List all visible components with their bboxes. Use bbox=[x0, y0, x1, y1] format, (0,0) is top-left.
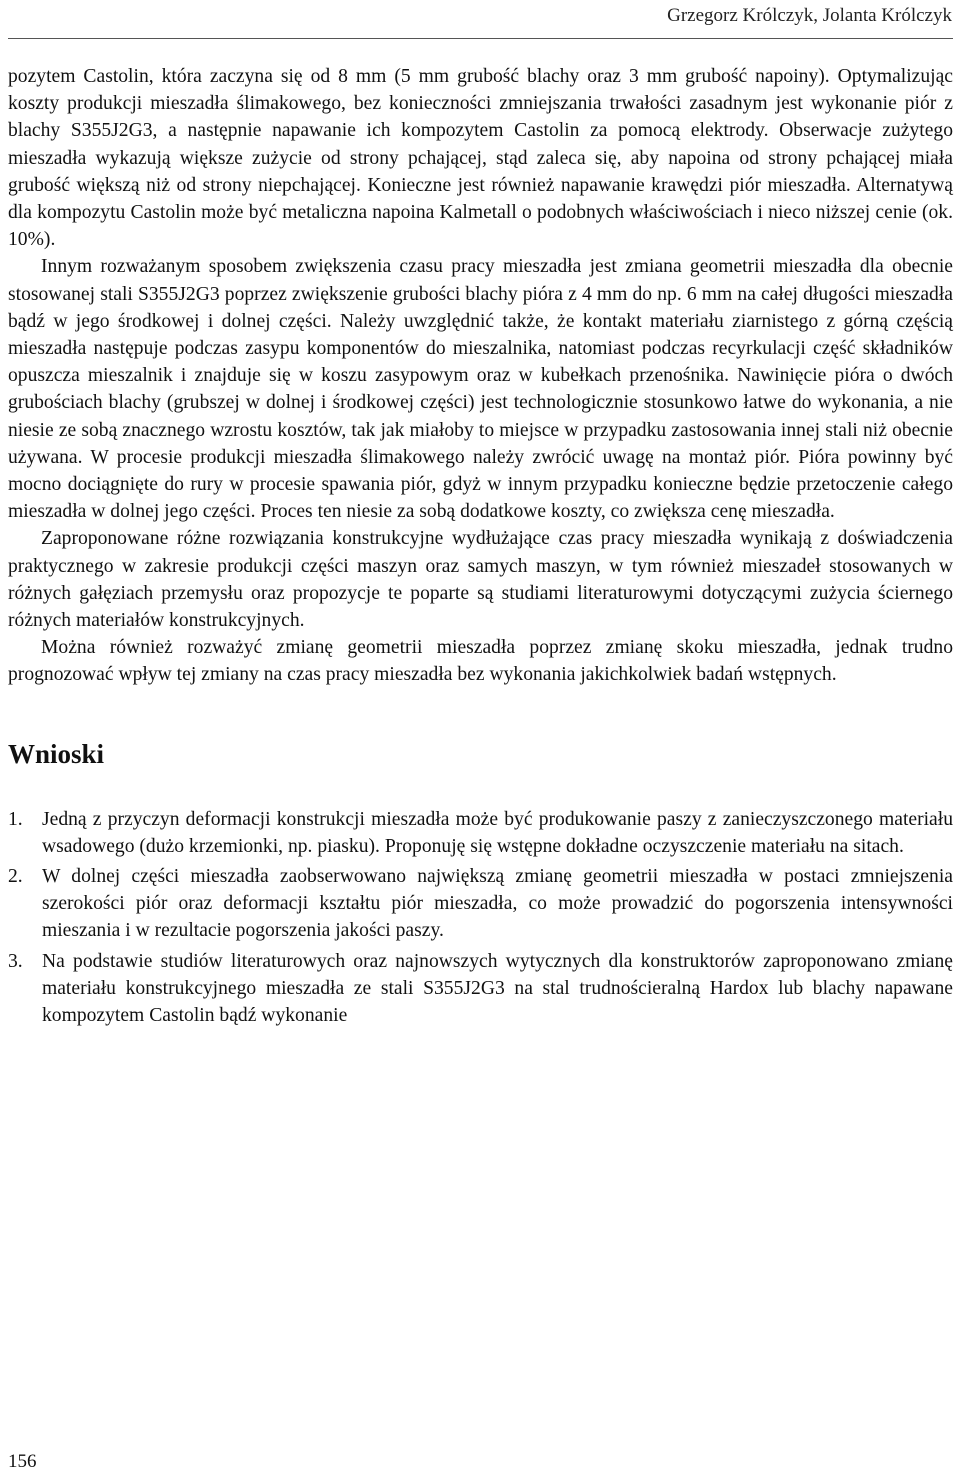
section-heading-conclusions: Wnioski bbox=[8, 738, 105, 769]
conclusions-list bbox=[8, 806, 953, 1030]
page-number: 156 bbox=[8, 1451, 37, 1472]
conclusion-text: Na podstawie studiów literaturowych oraz najnowszych wytycznych dla konstruktorów zaproponowano zmianę materiału konstrukcyjnego mieszadła ze stali S355J2G3 na stal trudnościeralną Hardox lub blachy napawane kompozytem Castolin bądź wykonanie bbox=[42, 950, 953, 1027]
page-content bbox=[8, 63, 953, 1032]
running-header-authors: Grzegorz Królczyk, Jolanta Królczyk bbox=[667, 5, 952, 26]
conclusion-item bbox=[8, 806, 953, 860]
conclusion-number: 3. bbox=[8, 950, 23, 972]
body-paragraph-2: Innym rozważanym sposobem zwiększenia czasu pracy mieszadła jest zmiana geometrii mieszadła dla obecnie stosowanej stali S355J2G3 poprzez zwiększenie grubości blachy pióra z 4 mm do np. 6 mm na całej długości mieszadła bądź w jego środkowej i dolnej części. Należy uwzględnić także, że kontakt materiału ziarnistego z górną częścią mieszadła następuje podczas zasypu komponentów do mieszalnika, natomiast podczas recyrkulacji część składników opuszcza mieszalnik i znajduje się w koszu zasypowym oraz w kubełkach przenośnika. Nawinięcie pióra o dwóch grubościach blachy (grubszej w dolnej i środkowej części) jest technologicznie stosunkowo łatwe do wykonania, a nie niesie ze sobą znacznego wzrostu kosztów, tak jak miałoby to miejsce w przypadku zastosowania innej stali niż obecnie używana. W procesie produkcji mieszadła ślimakowego należy zwrócić uwagę na montaż piór. Pióra powinny być mocno dociągnięte do rury w procesie spawania piór, gdyż w innym przypadku konieczne będzie przetoczenie całego mieszadła w dolnej jego części. Proces ten niesie za sobą dodatkowe koszty, co zwiększa cenę mieszadła. bbox=[8, 256, 953, 523]
header-divider bbox=[8, 38, 953, 39]
body-paragraph-4: Można również rozważyć zmianę geometrii mieszadła poprzez zmianę skoku mieszadła, jednak trudno prognozować wpływ tej zmiany na czas pracy mieszadła bez wykonania jakichkolwiek badań wstępnych. bbox=[8, 637, 953, 686]
conclusion-number: 2. bbox=[8, 866, 23, 888]
conclusion-item bbox=[8, 863, 953, 945]
conclusion-text: Jedną z przyczyn deformacji konstrukcji mieszadła może być produkowanie paszy z zanieczyszczonego materiału wsadowego (dużo krzemionki, np. piasku). Proponuję się wstępne dokładne oczyszczenie materiału na sitach. bbox=[42, 808, 953, 857]
body-paragraph-1: pozytem Castolin, która zaczyna się od 8 mm (5 mm grubość blachy oraz 3 mm grubość napoiny). Optymalizując koszty produkcji mieszadła ślimakowego, bez konieczności zmniejszania trwałości zasadnym jest wykonanie piór z blachy S355J2G3, a następnie napawanie ich kompozytem Castolin za pomocą elektrody. Obserwacje zużytego mieszadła wykazują większe zużycie od strony pchającej, stąd zaleca się, aby napoina od strony pchającej miała grubość większą niż od strony niepchającej. Konieczne jest również napawanie krawędzi piór mieszadła. Alternatywą dla kompozytu Castolin może być metaliczna napoina Kalmetall o podobnych właściwościach i nieco niższej cenie (ok. 10%). bbox=[8, 66, 953, 251]
body-paragraph-3: Zaproponowane różne rozwiązania konstrukcyjne wydłużające czas pracy mieszadła wynikają z doświadczenia praktycznego w zakresie produkcji części maszyn oraz samych maszyn, w tym również mieszadeł stosowanych w różnych gałęziach przemysłu oraz propozycje te poparte są studiami literaturowymi dotyczącymi zużycia ściernego różnych materiałów konstrukcyjnych. bbox=[8, 528, 953, 632]
conclusion-text: W dolnej części mieszadła zaobserwowano największą zmianę geometrii mieszadła w postaci zmniejszenia szerokości piór oraz deformacji kształtu piór mieszadła, co może prowadzić do pogorszenia intensywności mieszania i w rezultacie pogorszenia jakości paszy. bbox=[42, 866, 953, 942]
conclusion-item bbox=[8, 948, 953, 1030]
conclusion-number: 1. bbox=[8, 808, 23, 830]
